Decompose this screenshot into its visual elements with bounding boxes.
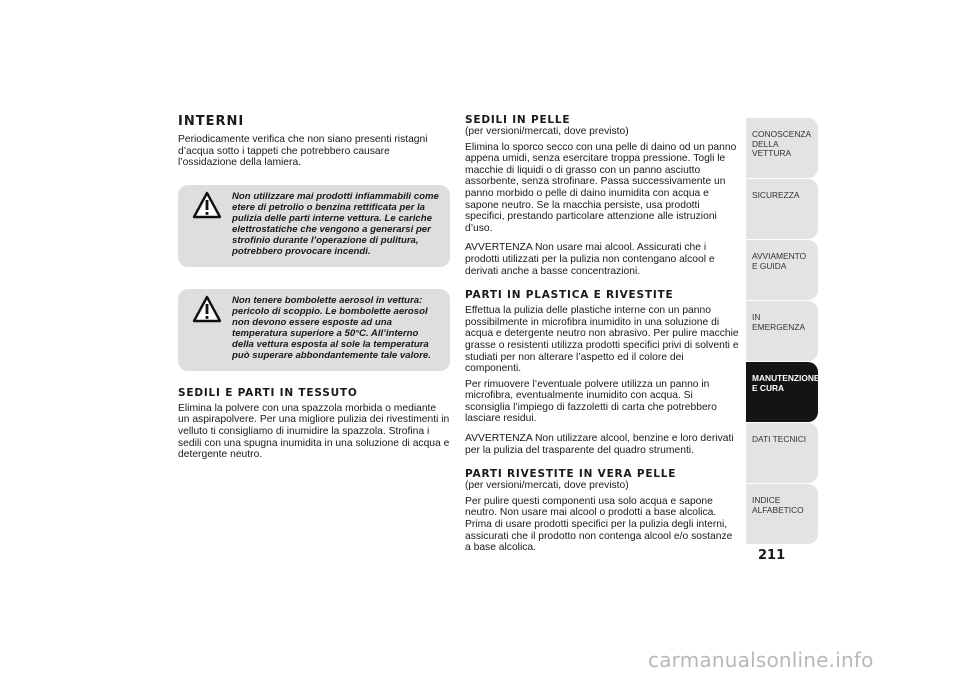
tab-label: SICUREZZA [752,190,800,200]
warning-text-aerosol: Non tenere bombolette aerosol in vettura: pericolo di scoppio. Le bombolette aerosol non devono essere esposte ad una temperatura superiore a 50°C. All’interno della vettura esposta al sole la temperatura può superare abbondantemente tale valore. [232,294,431,361]
pelle-text: Elimina lo sporco secco con una pelle di daino od un panno appena umidi, senza esercitare troppa pressione. Togli le macchie di liquidi o di grasso con un panno asciutto assorbente, senza strofinare. Passa successivamente un panno morbido o pelle di daino inumidita con acqua e sapone neutro. Se la macchia persiste, usa prodotti specifici, prestando particolare attenzione alle istruzioni d’uso. [465,141,737,234]
tab-avviamento[interactable] [746,240,818,300]
page-number: 211 [758,548,786,563]
pelle-subtitle: (per versioni/mercati, dove previsto) [465,126,629,137]
tab-dati-tecnici[interactable] [746,423,818,483]
chapter-tabs [746,118,818,545]
tab-manutenzione[interactable] [746,362,818,422]
section-title-pelle: SEDILI IN PELLE [465,114,571,126]
vera-pelle-text: Per pulire questi componenti usa solo acqua e sapone neutro. Non usare mai alcool o prodotti a base alcolica. Prima di usare prodotti specifici per la pulizia degli interni, assicurati che il prodotto non contenga alcool e/o sostanze a base alcolica. [465,495,733,554]
section-title-plastica: PARTI IN PLASTICA E RIVESTITE [465,289,674,302]
tessuto-text: Elimina la polvere con una spazzola morbida o mediante un aspirapolvere. Per una migliore pulizia dei rivestimenti in velluto ti consigliamo di inumidire la spazzola. Strofina i sedili con una spugna inumidita in una soluzione di acqua e detergente neutro. [178,402,450,461]
pelle-warning: AVVERTENZA Non usare mai alcool. Assicurati che i prodotti utilizzati per la pulizia non contengano alcool e derivati anche a basse concentrazioni. [465,242,715,277]
section-title-tessuto: SEDILI E PARTI IN TESSUTO [178,386,358,399]
tab-indice[interactable] [746,484,818,544]
section-title-interni: INTERNI [178,114,245,129]
warning-box-aerosol [178,289,450,371]
tab-conoscenza[interactable] [746,118,818,178]
interni-text: Periodicamente verifica che non siano presenti ristagni d’acqua sotto i tappeti che potrebbero causare l’ossidazione della lamiera. [178,134,428,169]
tab-label: MANUTENZIONE E CURA [752,373,820,393]
tab-label: INDICE ALFABETICO [752,495,804,515]
tab-label: AVVIAMENTO E GUIDA [752,251,807,271]
plastica-text-2: Per rimuovere l’eventuale polvere utilizza un panno in microfibra, eventualmente inumidito con acqua. Si sconsiglia l’impiego di fazzoletti di carta che potrebbero lasciare residui. [465,378,717,425]
tab-sicurezza[interactable] [746,179,818,239]
plastica-warning: AVVERTENZA Non utilizzare alcool, benzine e loro derivati per la pulizia del trasparente del quadro strumenti. [465,433,734,456]
tab-label: DATI TECNICI [752,434,807,444]
warning-text-flammable: Non utilizzare mai prodotti infiammabili come etere di petrolio o benzina rettificata per la pulizia delle parti interne vettura. Le cariche elettrostatiche che vengono a generarsi per strofinio durante l’operazione di pulitura, potrebbero provocare incendi. [232,190,439,257]
vera-pelle-subtitle: (per versioni/mercati, dove previsto) [465,480,629,492]
tab-label: IN EMERGENZA [752,312,806,332]
section-title-vera-pelle: PARTI RIVESTITE IN VERA PELLE [465,468,677,481]
tab-label: CONOSCENZA DELLA VETTURA [752,129,811,158]
left-column [178,114,450,461]
right-column [465,114,740,554]
warning-triangle-icon [192,295,222,323]
plastica-text-1: Effettua la pulizia delle plastiche interne con un panno possibilmente in microfibra inumidito in una soluzione di acqua e detergente neutro non abrasivo. Per pulire macchie grasse o resistenti utilizza prodotti specifici privi di solventi e studiati per non alterare l’aspetto ed il colore dei componenti. [465,305,739,375]
tab-emergenza[interactable] [746,301,818,361]
watermark: carmanualsonline.info [648,648,874,672]
warning-triangle-icon [192,191,222,219]
warning-box-flammable [178,185,450,267]
